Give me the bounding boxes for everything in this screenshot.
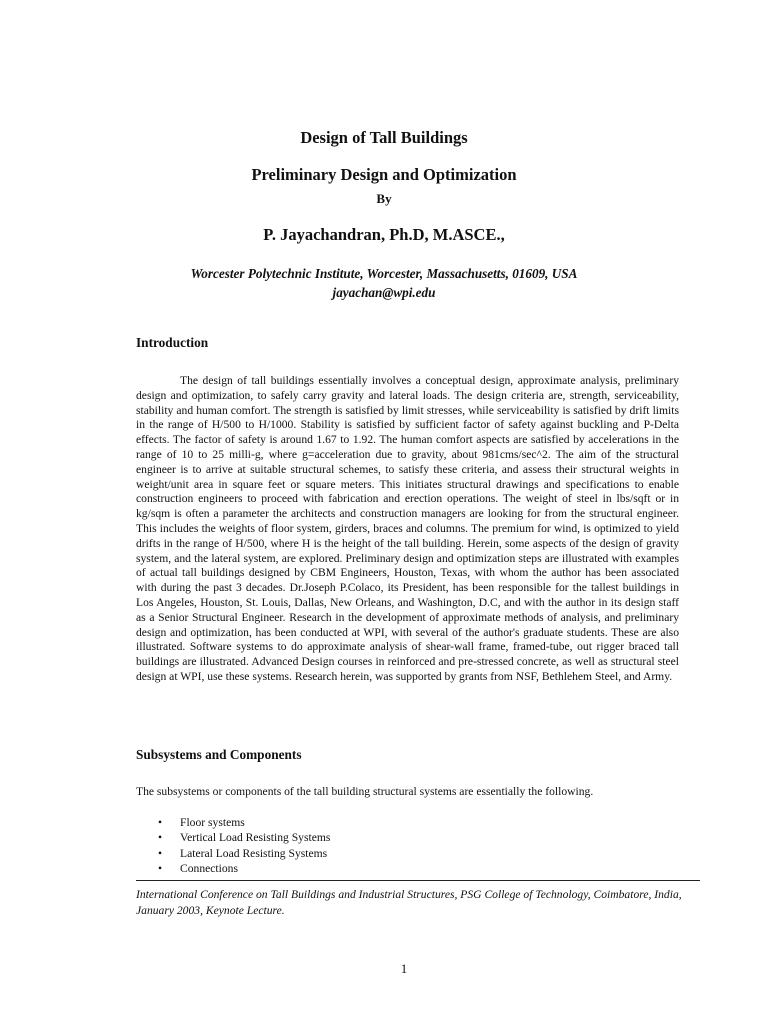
footnote-divider	[136, 880, 700, 881]
bullet-icon: •	[158, 862, 163, 876]
paper-title: Design of Tall Buildings	[300, 128, 468, 147]
section-heading-introduction: Introduction	[136, 335, 209, 350]
list-item	[158, 815, 330, 830]
list-item-label: Floor systems	[180, 816, 245, 829]
section-heading-subsystems: Subsystems and Components	[136, 747, 302, 762]
author-name: P. Jayachandran, Ph.D, M.ASCE.,	[263, 225, 505, 244]
list-item	[158, 830, 330, 845]
list-item-label: Connections	[180, 862, 238, 876]
bullet-icon: •	[158, 846, 163, 860]
footnote: International Conference on Tall Buildings and Industrial Structures, PSG College of Technology, Coimbatore, India, January 2003, Keynote Lecture.	[136, 888, 682, 917]
author-email: jayachan@wpi.edu	[332, 285, 436, 300]
list-item-label: Vertical Load Resisting Systems	[180, 831, 331, 845]
by-line: By	[376, 191, 392, 206]
bullet-icon: •	[158, 816, 163, 829]
subsystems-list	[158, 815, 330, 877]
bullet-icon: •	[158, 831, 163, 845]
list-item	[158, 861, 330, 876]
paper-subtitle: Preliminary Design and Optimization	[251, 165, 517, 184]
subsystems-paragraph: The subsystems or components of the tall building structural systems are essentially the following.	[136, 785, 594, 798]
author-affiliation: Worcester Polytechnic Institute, Worcester, Massachusetts, 01609, USA	[190, 266, 578, 281]
page-number: 1	[400, 961, 408, 976]
list-item-label: Lateral Load Resisting Systems	[180, 846, 328, 860]
introduction-paragraph: The design of tall buildings essentially involves a conceptual design, approximate analysis, preliminary design and optimization, to safely carry gravity and lateral loads. The design criteria are, strength, serviceability, stability and human comfort. The strength is satisfied by limit stresses, while serviceability is satisfied by drift limits in the range of H/500 to H/1000. Stability is satisfied by sufficient factor of safety against buckling and P-Delta effects. The factor of safety is around 1.67 to 1.92. The human comfort aspects are satisfied by accelerations in the range of 10 to 25 milli-g, where g=acceleration due to gravity, about 981cms/sec^2. The aim of the structural engineer is to arrive at suitable structural schemes, to satisfy these criteria, and assess their structural weights in weight/unit area in square feet or square meters. This initiates structural drawings and specifications to enable construction engineers to proceed with fabrication and erection operations. The weight of steel in lbs/sqft or in kg/sqm is often a parameter the architects and construction managers are looking for from the structural engineer. This includes the weights of floor system, girders, braces and columns. The premium for wind, is optimized to yield drifts in the range of H/500, where H is the height of the tall building. Herein, some aspects of the design of gravity system, and the lateral system, are explored. Preliminary design and optimization steps are illustrated with examples of actual tall buildings designed by CBM Engineers, Houston, Texas, with whom the author has been associated with during the past 3 decades. Dr.Joseph P.Colaco, its President, has been responsible for the tallest buildings in Los Angeles, Houston, St. Louis, Dallas, New Orleans, and Washington, D.C, and with the author in its design staff as a Senior Structural Engineer. Research in the development of approximate methods of analysis, and preliminary design and optimization, has been conducted at WPI, with several of the author's graduate students. These are also illustrated. Software systems to do approximate analysis of shear-wall frame, framed-tube, out rigger braced tall buildings are illustrated. Advanced Design courses in reinforced and pre-stressed concrete, as well as structural steel design at WPI, use these systems. Research herein, was supported by grants from NSF, Bethlehem Steel, and Army.	[136, 374, 679, 683]
list-item	[158, 846, 330, 861]
